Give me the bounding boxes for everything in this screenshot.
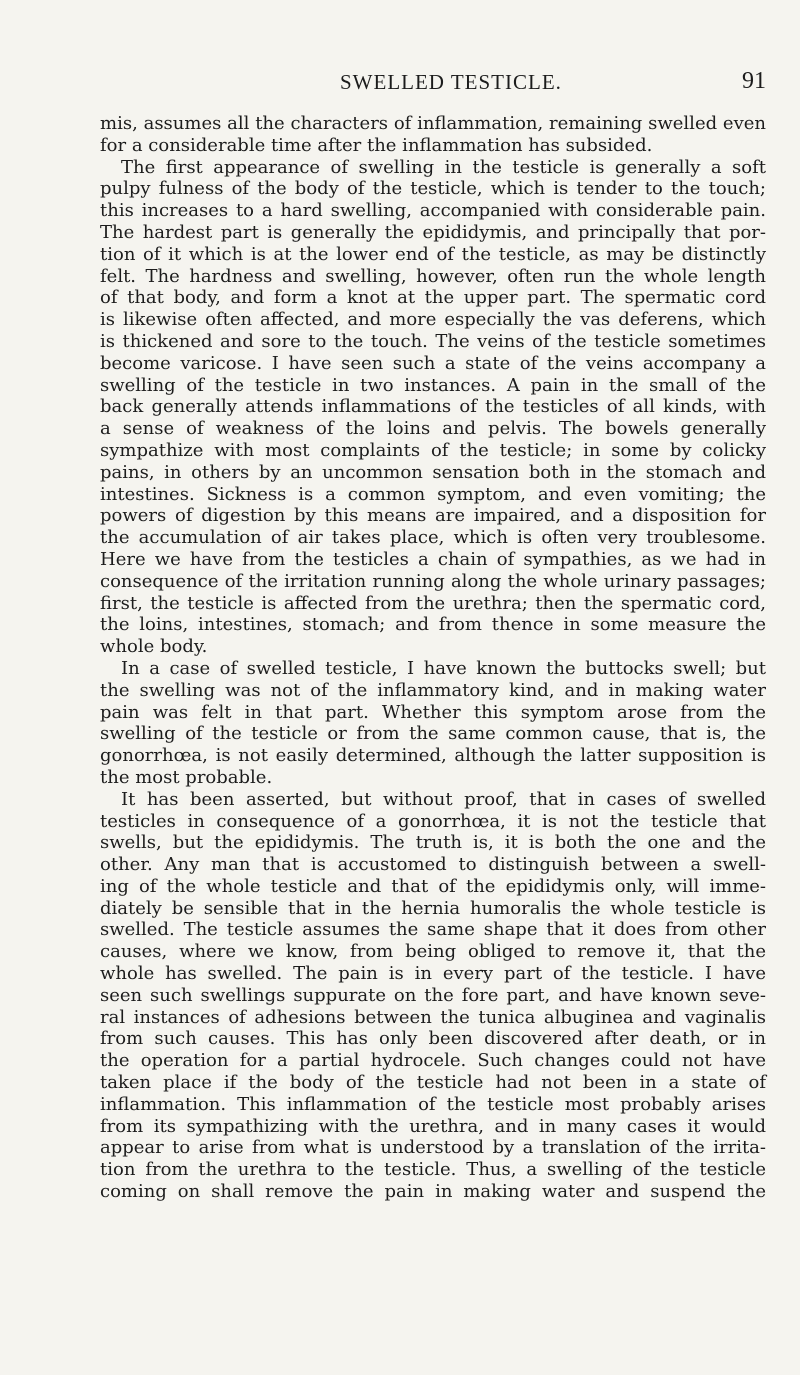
text-line: The first appearance of swelling in the testicle is generally a soft [121, 156, 766, 178]
text-line: the operation for a partial hydrocele. Such changes could not have [100, 1050, 766, 1072]
text-line: is thickened and sore to the touch. The veins of the testicle sometimes [100, 330, 766, 352]
text-line: taken place if the body of the testicle had not been in a state of [100, 1072, 766, 1094]
text-line: pain was felt in that part. Whether this symptom arose from the [100, 701, 766, 723]
text-line: diately be sensible that in the hernia humoralis the whole testicle is [100, 897, 766, 919]
text-line: ral instances of adhesions between the tunica albuginea and vaginalis [100, 1006, 766, 1028]
text-line: powers of digestion by this means are impaired, and a disposition for [100, 505, 766, 527]
text-line: swelled. The testicle assumes the same shape that it does from other [100, 919, 766, 941]
text-line: coming on shall remove the pain in making water and suspend the [100, 1181, 766, 1203]
text-line: In a case of swelled testicle, I have known the buttocks swell; but [121, 657, 766, 679]
text-line: the accumulation of air takes place, which is often very troublesome. [100, 527, 766, 549]
text-line: of that body, and form a knot at the upper part. The spermatic cord [100, 287, 766, 309]
text-line: the loins, intestines, stomach; and from thence in some measure the [100, 614, 766, 636]
text-line: tion of it which is at the lower end of the testicle, as may be distinctly [100, 243, 766, 265]
text-line: from such causes. This has only been discovered after death, or in [100, 1028, 766, 1050]
text-line: the swelling was not of the inflammatory kind, and in making water [100, 679, 766, 701]
body-text [100, 113, 766, 1203]
text-line: tion from the urethra to the testicle. Thus, a swelling of the testicle [100, 1159, 766, 1181]
text-line: felt. The hardness and swelling, however, often run the whole length [100, 265, 766, 287]
text-line: Here we have from the testicles a chain of sympathies, as we had in [100, 548, 766, 570]
text-line: swells, but the epididymis. The truth is, it is both the one and the [100, 832, 766, 854]
text-line: back generally attends inflammations of the testicles of all kinds, with [100, 396, 766, 418]
text-line: for a considerable time after the inflammation has subsided. [100, 134, 653, 156]
text-line: pains, in others by an uncommon sensation both in the stomach and [100, 461, 766, 483]
text-line: whole has swelled. The pain is in every part of the testicle. I have [100, 963, 766, 985]
text-line: is likewise often affected, and more especially the vas deferens, which [100, 309, 766, 331]
text-line: appear to arise from what is understood by a translation of the irrita- [100, 1137, 766, 1159]
text-line: first, the testicle is affected from the urethra; then the spermatic cord, [100, 592, 766, 614]
text-line: a sense of weakness of the loins and pelvis. The bowels generally [100, 418, 766, 440]
text-line: mis, assumes all the characters of inflammation, remaining swelled even [100, 113, 766, 134]
text-line: from its sympathizing with the urethra, and in many cases it would [100, 1115, 766, 1137]
text-line: sympathize with most complaints of the testicle; in some by colicky [100, 439, 766, 461]
text-line: swelling of the testicle in two instances. A pain in the small of the [100, 374, 766, 396]
text-line: this increases to a hard swelling, accompanied with considerable pain. [100, 200, 766, 222]
text-line: It has been asserted, but without proof, that in cases of swelled [121, 788, 766, 810]
running-title: SWELLED TESTICLE. [340, 70, 562, 94]
page-number: 91 [742, 68, 766, 94]
text-line: testicles in consequence of a gonorrhœa, it is not the testicle that [100, 810, 766, 832]
page-header [100, 60, 766, 110]
text-line: causes, where we know, from being obliged to remove it, that the [100, 941, 766, 963]
text-line: gonorrhœa, is not easily determined, although the latter supposition is [100, 745, 766, 767]
text-line: seen such swellings suppurate on the fore part, and have known seve- [100, 984, 766, 1006]
text-line: the most probable. [100, 766, 273, 788]
text-line: whole body. [100, 636, 208, 658]
text-line: intestines. Sickness is a common symptom, and even vomiting; the [100, 483, 766, 505]
text-line: become varicose. I have seen such a state of the veins accompany a [100, 352, 766, 374]
text-line: The hardest part is generally the epididymis, and principally that por- [100, 221, 766, 243]
text-line: ing of the whole testicle and that of the epididymis only, will imme- [100, 875, 766, 897]
text-line: swelling of the testicle or from the same common cause, that is, the [100, 723, 766, 745]
text-line: inflammation. This inflammation of the testicle most probably arises [100, 1093, 766, 1115]
text-line: consequence of the irritation running along the whole urinary passages; [100, 570, 766, 592]
text-line: pulpy fulness of the body of the testicle, which is tender to the touch; [100, 178, 766, 200]
text-line: other. Any man that is accustomed to distinguish between a swell- [100, 854, 766, 876]
